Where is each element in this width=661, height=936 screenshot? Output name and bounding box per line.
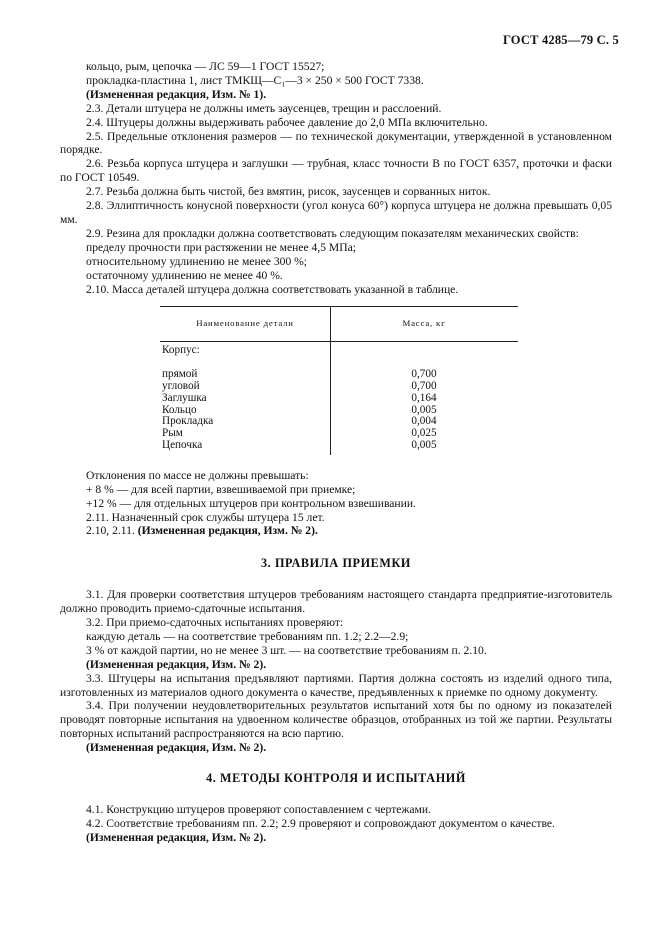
table-header (160, 307, 518, 342)
table-row (160, 440, 518, 452)
clause-2-3: 2.3. Детали штуцера не должны иметь заусенцев, трещин и расслоений. (86, 101, 442, 115)
table-row (160, 369, 518, 381)
text-line: + 8 % — для всей партии, взвешиваемой при приемке; (86, 482, 356, 496)
page-header: ГОСТ 4285—79 С. 5 (502, 33, 619, 47)
clause-2-9: 2.9. Резина для прокладки должна соответствовать следующим показателям механических свойств: (86, 226, 579, 240)
cell-mass: 0,004 (411, 415, 437, 428)
cell-mass: 0,700 (411, 380, 437, 392)
amendment-ref: 2.10, 2.11. (86, 524, 138, 538)
text-line: кольцо, рым, цепочка — ЛС 59—1 ГОСТ 15527; (86, 60, 325, 73)
cell-name: Кольцо (162, 403, 197, 416)
clause-2-4: 2.4. Штуцеры должны выдерживать рабочее давление до 2,0 МПа включительно. (86, 115, 488, 129)
cell-mass: 0,164 (411, 391, 437, 404)
document-body (60, 60, 612, 845)
cell-name: Корпус: (162, 344, 200, 357)
text-line: +12 % — для отдельных штуцеров при контрольном взвешивании. (86, 496, 416, 510)
cell-mass: 0,005 (411, 438, 437, 451)
cell-mass (330, 345, 518, 357)
clause-2-9-item: остаточному удлинению не менее 40 %. (86, 268, 283, 282)
clause-3-1: 3.1. Для проверки соответствия штуцеров требованиям настоящего стандарта предприятие-изготовитель должно проводить приемо-сдаточные испытания. (60, 588, 612, 616)
column-header-mass: Масса, кг (402, 318, 446, 329)
amendment-note: (Измененная редакция, Изм. № 2). (86, 830, 267, 844)
text-line: прокладка-пластина 1, лист ТМКЩ—С₁—3 × 250 × 500 ГОСТ 7338. (86, 73, 424, 87)
amendment-note: (Измененная редакция, Изм. № 1). (86, 87, 267, 101)
table-row (160, 405, 518, 417)
amendment-text: (Измененная редакция, Изм. № 2). (137, 524, 318, 538)
clause-2-10: 2.10. Масса деталей штуцера должна соответствовать указанной в таблице. (86, 282, 459, 296)
section-3-title: 3. ПРАВИЛА ПРИЕМКИ (260, 556, 412, 571)
clause-4-2: 4.2. Соответствие требованиям пп. 2.2; 2.9 проверяют и сопровождают документом о качестве. (86, 816, 555, 830)
amendment-note: (Измененная редакция, Изм. № 2). (86, 741, 267, 755)
cell-mass: 0,005 (411, 403, 437, 416)
amendment-note (60, 524, 612, 538)
clause-3-3: 3.3. Штуцеры на испытания предъявляют партиями. Партия должна состоять из изделий одного типа, изготовленных из материалов одного документа о качестве, предъявленных к приемке по одному документу. (60, 671, 612, 699)
clause-2-6: 2.6. Резьба корпуса штуцера и заглушки — трубная, класс точности В по ГОСТ 6357, проточки и фаски по ГОСТ 10549. (60, 157, 612, 185)
clause-2-7: 2.7. Резьба должна быть чистой, без вмятин, рисок, заусенцев и сорванных ниток. (86, 185, 491, 199)
clause-3-4: 3.4. При получении неудовлетворительных результатов испытаний хотя бы по одному из показателей проводят повторные испытания на удвоенном количестве образцов, отобранных из той же партии. Результаты повторных испытаний распространяются на всю партию. (60, 699, 612, 741)
mass-table (160, 306, 518, 454)
cell-mass: 0,700 (411, 368, 437, 381)
cell-name: Заглушка (162, 391, 207, 404)
clause-3-2-item: 3 % от каждой партии, но не менее 3 шт. — на соответствие требованиям п. 2.10. (86, 643, 487, 657)
table-row (160, 428, 518, 440)
table-row (160, 416, 518, 428)
cell-name: Цепочка (162, 438, 203, 451)
section-4-title: 4. МЕТОДЫ КОНТРОЛЯ И ИСПЫТАНИЙ (206, 771, 466, 786)
clause-2-8: 2.8. Эллиптичность конусной поверхности (угол конуса 60°) корпуса штуцера не должна превышать 0,05 мм. (60, 199, 612, 226)
cell-name: Рым (162, 427, 183, 440)
clause-2-5: 2.5. Предельные отклонения размеров — по технической документации, утвержденной в установленном порядке. (60, 129, 612, 157)
clause-3-2-item: каждую деталь — на соответствие требованиям пп. 1.2; 2.2—2.9; (86, 629, 409, 643)
cell-name: Прокладка (162, 415, 214, 428)
cell-name: угловой (162, 380, 200, 392)
clause-2-9-item: пределу прочности при растяжении не менее 4,5 МПа; (86, 240, 356, 254)
text-line: Отклонения по массе не должны превышать: (86, 468, 309, 482)
table-row (160, 381, 518, 393)
clause-4-1: 4.1. Конструкцию штуцеров проверяют сопоставлением с чертежами. (86, 803, 431, 816)
clause-2-9-item: относительному удлинению не менее 300 %; (86, 254, 308, 268)
cell-mass: 0,025 (411, 427, 437, 440)
cell-name: прямой (162, 368, 198, 381)
column-header-name: Наименование детали (196, 318, 294, 329)
table-row (160, 345, 518, 357)
amendment-note: (Измененная редакция, Изм. № 2). (86, 657, 267, 671)
clause-3-2: 3.2. При приемо-сдаточных испытаниях проверяют: (86, 616, 344, 630)
clause-2-11: 2.11. Назначенный срок службы штуцера 15 лет. (86, 510, 325, 524)
table-row (160, 393, 518, 405)
